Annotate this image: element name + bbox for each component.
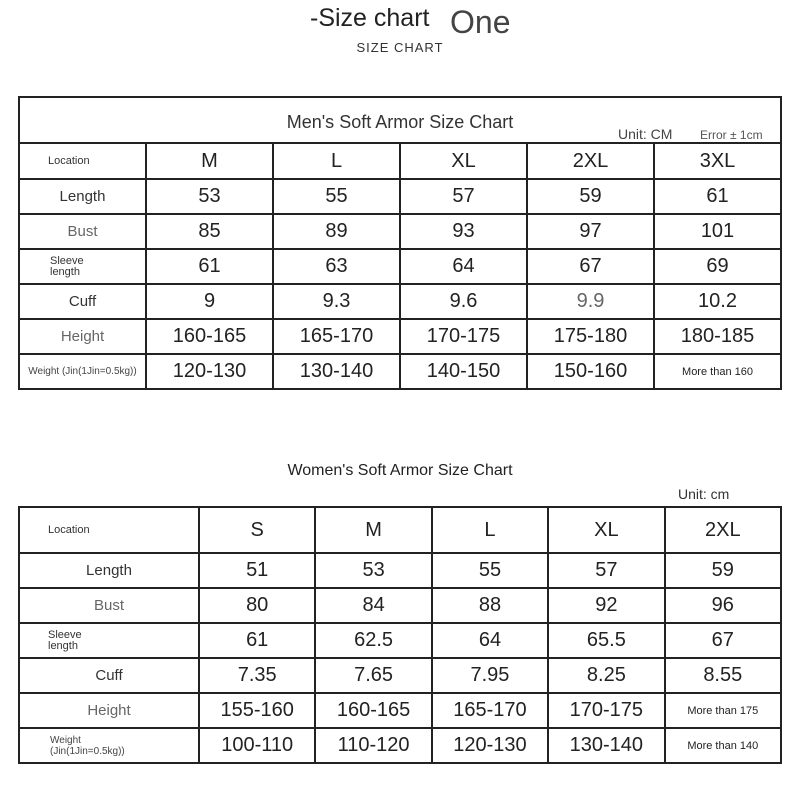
table-cell: More than 140	[665, 728, 781, 763]
size-header: 2XL	[527, 143, 654, 179]
table-cell: 8.55	[665, 658, 781, 693]
table-cell: 110-120	[315, 728, 431, 763]
table-cell: 96	[665, 588, 781, 623]
location-label: Location	[19, 143, 146, 179]
men-chart-title: Men's Soft Armor Size Chart	[286, 112, 514, 132]
row-label-weight-line1: Weight	[50, 734, 81, 746]
table-cell: 180-185	[654, 319, 781, 354]
women-sleeve-row	[19, 623, 781, 658]
table-cell: 165-170	[273, 319, 400, 354]
table-cell: 7.35	[199, 658, 315, 693]
table-cell: 7.65	[315, 658, 431, 693]
size-header: 3XL	[654, 143, 781, 179]
size-header: L	[432, 507, 548, 553]
women-size-table	[18, 506, 782, 764]
table-cell: 55	[432, 553, 548, 588]
table-cell: 160-165	[315, 693, 431, 728]
page-subtitle: SIZE CHART	[356, 40, 444, 55]
table-cell: 155-160	[199, 693, 315, 728]
women-height-row	[19, 693, 781, 728]
page-title-suffix: One	[450, 4, 511, 40]
women-size-header-row	[19, 507, 781, 553]
table-cell: 57	[548, 553, 664, 588]
size-header: XL	[548, 507, 664, 553]
women-chart-unit: Unit: cm	[678, 486, 730, 502]
size-header: XL	[400, 143, 527, 179]
row-label-length: Length	[19, 553, 199, 588]
row-label-sleeve	[19, 623, 199, 658]
table-cell: 170-175	[400, 319, 527, 354]
row-label-weight	[19, 728, 199, 763]
men-size-table	[18, 96, 782, 390]
table-cell: 57	[400, 179, 527, 214]
men-sleeve-row	[19, 249, 781, 284]
women-length-row	[19, 553, 781, 588]
men-bust-row	[19, 214, 781, 249]
women-bust-row	[19, 588, 781, 623]
row-label-weight-line2: (Jin(1Jin=0.5kg))	[50, 745, 125, 757]
table-cell: 10.2	[654, 284, 781, 319]
men-height-row	[19, 319, 781, 354]
row-label-sleeve-line1: Sleeve	[48, 628, 82, 641]
table-cell: 93	[400, 214, 527, 249]
table-cell: More than 160	[654, 354, 781, 389]
size-header: M	[315, 507, 431, 553]
row-label-cuff: Cuff	[19, 284, 146, 319]
row-label-bust: Bust	[19, 588, 199, 623]
women-cuff-row	[19, 658, 781, 693]
table-cell: 61	[146, 249, 273, 284]
size-header: M	[146, 143, 273, 179]
men-chart-error: Error ± 1cm	[700, 128, 763, 142]
men-size-header-row	[19, 143, 781, 179]
table-cell: 63	[273, 249, 400, 284]
row-label-height: Height	[19, 693, 199, 728]
table-cell: 130-140	[548, 728, 664, 763]
men-chart-title-cell	[19, 97, 781, 143]
men-chart-unit: Unit: CM	[618, 126, 673, 142]
table-cell: 120-130	[146, 354, 273, 389]
table-cell: 100-110	[199, 728, 315, 763]
table-cell: 8.25	[548, 658, 664, 693]
table-cell: 64	[432, 623, 548, 658]
table-cell: 67	[665, 623, 781, 658]
table-cell: 160-165	[146, 319, 273, 354]
location-label: Location	[19, 507, 199, 553]
women-chart-unit-row	[18, 484, 782, 506]
table-cell: 97	[527, 214, 654, 249]
page-header	[0, 0, 800, 70]
row-label-length: Length	[19, 179, 146, 214]
table-cell: 62.5	[315, 623, 431, 658]
table-cell: 9	[146, 284, 273, 319]
men-size-chart	[18, 96, 782, 390]
table-cell: 67	[527, 249, 654, 284]
women-size-chart	[18, 458, 782, 764]
row-label-sleeve-line2: length	[50, 265, 80, 278]
table-cell: 61	[654, 179, 781, 214]
row-label-sleeve-line1: Sleeve	[50, 254, 84, 267]
table-cell: 61	[199, 623, 315, 658]
men-weight-row	[19, 354, 781, 389]
table-cell: 92	[548, 588, 664, 623]
table-cell: 84	[315, 588, 431, 623]
table-cell: 69	[654, 249, 781, 284]
row-label-sleeve	[19, 249, 146, 284]
row-label-sleeve-line2: length	[48, 639, 78, 652]
table-cell: 165-170	[432, 693, 548, 728]
row-label-bust: Bust	[19, 214, 146, 249]
table-cell: 9.9	[527, 284, 654, 319]
table-cell: 88	[432, 588, 548, 623]
table-cell: 53	[146, 179, 273, 214]
row-label-weight: Weight (Jin(1Jin=0.5kg))	[19, 354, 146, 389]
table-cell: 59	[527, 179, 654, 214]
size-header: S	[199, 507, 315, 553]
table-cell: 64	[400, 249, 527, 284]
table-cell: 140-150	[400, 354, 527, 389]
table-cell: 53	[315, 553, 431, 588]
table-cell: 89	[273, 214, 400, 249]
men-cuff-row	[19, 284, 781, 319]
table-cell: 80	[199, 588, 315, 623]
women-chart-title: Women's Soft Armor Size Chart	[287, 462, 513, 479]
table-cell: 65.5	[548, 623, 664, 658]
table-cell: 150-160	[527, 354, 654, 389]
table-cell: 130-140	[273, 354, 400, 389]
size-header: L	[273, 143, 400, 179]
table-cell: 51	[199, 553, 315, 588]
women-weight-row	[19, 728, 781, 763]
row-label-cuff: Cuff	[19, 658, 199, 693]
table-cell: 101	[654, 214, 781, 249]
size-header: 2XL	[665, 507, 781, 553]
table-cell: 120-130	[432, 728, 548, 763]
table-cell: 7.95	[432, 658, 548, 693]
table-cell: More than 175	[665, 693, 781, 728]
table-cell: 9.6	[400, 284, 527, 319]
table-cell: 175-180	[527, 319, 654, 354]
table-cell: 9.3	[273, 284, 400, 319]
table-cell: 170-175	[548, 693, 664, 728]
men-length-row	[19, 179, 781, 214]
table-cell: 85	[146, 214, 273, 249]
page-title: -Size chart	[310, 4, 430, 32]
row-label-height: Height	[19, 319, 146, 354]
table-cell: 59	[665, 553, 781, 588]
table-cell: 55	[273, 179, 400, 214]
